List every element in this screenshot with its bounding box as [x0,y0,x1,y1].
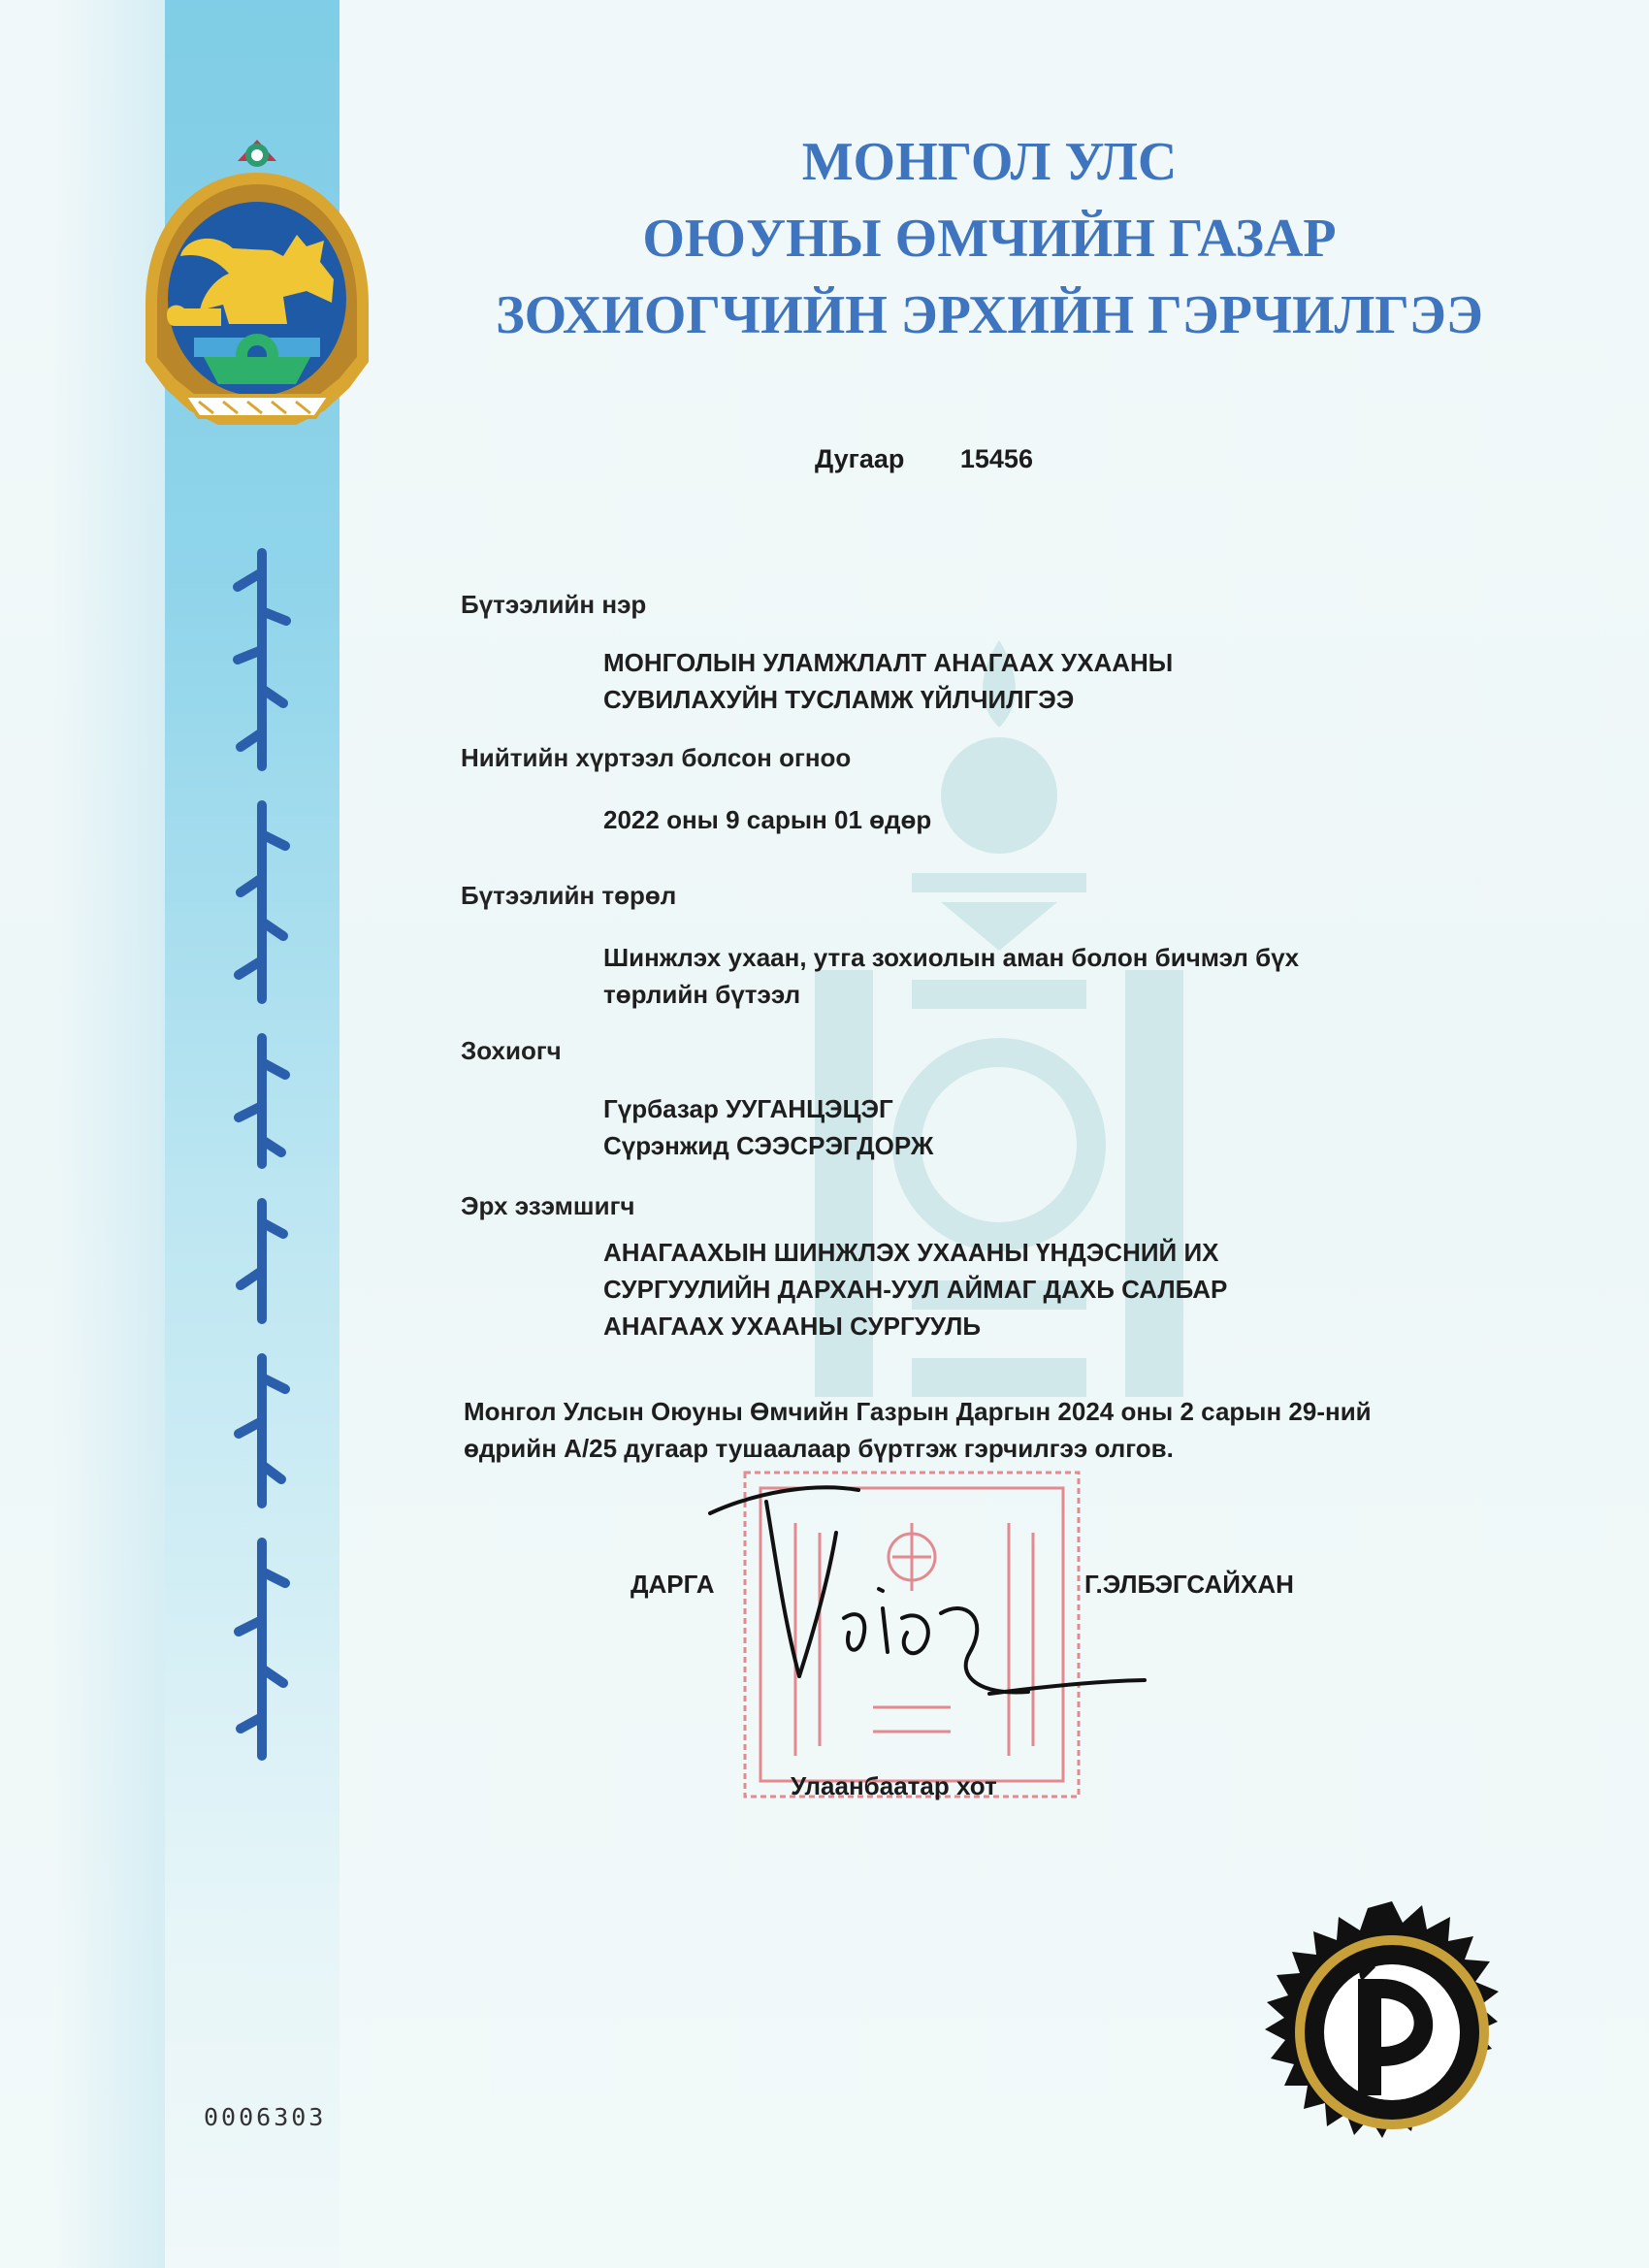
authors-label: Зохиогч [461,1036,562,1065]
work-name-line: МОНГОЛЫН УЛАМЖЛАЛТ АНАГААХ УХААНЫ [603,648,1174,677]
ip-office-seal-icon [1261,1901,1523,2163]
title-line-country: МОНГОЛ УЛС [801,132,1178,192]
publication-date-value [603,801,931,838]
author-line: Сүрэнжид СЭЭСРЭГДОРЖ [603,1131,934,1160]
author-line: Гүрбазар УУГАНЦЭЦЭГ [603,1094,893,1123]
work-name-line: СУВИЛАХУЙН ТУСЛАМЖ ҮЙЛЧИЛГЭЭ [603,685,1075,714]
issue-city: Улаанбаатар хот [791,1771,997,1800]
work-type-label: Бүтээлийн төрөл [461,881,677,910]
holder-label: Эрх эзэмшигч [461,1191,635,1220]
work-type-line: Шинжлэх ухаан, утга зохиолын аман болон бичмэл бүх [603,943,1300,972]
certificate-title-block [456,124,1523,354]
title-line-document: ЗОХИОГЧИЙН ЭРХИЙН ГЭРЧИЛГЭЭ [496,285,1483,345]
holder-line: АНАГААХ УХААНЫ СУРГУУЛЬ [603,1312,982,1341]
statement-line: өдрийн А/25 дугаар тушаалаар бүртгэж гэрчилгээ олгов. [464,1434,1174,1463]
signatory-title: ДАРГА [630,1570,715,1599]
work-name-value [603,644,1173,718]
holder-value [603,1234,1227,1345]
registration-statement [464,1393,1511,1467]
number-value: 15456 [959,444,1033,473]
title-line-agency: ОЮУНЫ ӨМЧИЙН ГАЗАР [642,209,1337,269]
authors-value [603,1090,933,1164]
work-type-line: төрлийн бүтээл [603,980,801,1009]
signatory-name: Г.ЭЛБЭГСАЙХАН [1084,1570,1294,1599]
state-emblem-of-mongolia-icon [116,134,398,444]
certificate-number [815,444,1033,474]
holder-line: СУРГУУЛИЙН ДАРХАН-УУЛ АЙМАГ ДАХЬ САЛБАР [603,1275,1228,1304]
mongolian-script-motto [223,543,301,1766]
serial-number: 0006303 [204,2103,327,2131]
number-label: Дугаар [815,444,905,473]
statement-line: Монгол Улсын Оюуны Өмчийн Газрын Даргын 2024 оны 2 сарын 29-ний [464,1397,1372,1426]
work-type-value [603,939,1299,1013]
publication-date-line: 2022 оны 9 сарын 01 өдөр [603,805,932,834]
holder-line: АНАГААХЫН ШИНЖЛЭХ УХААНЫ ҮНДЭСНИЙ ИХ [603,1238,1219,1267]
publication-date-label: Нийтийн хүртээл болсон огноо [461,743,852,772]
work-name-label: Бүтээлийн нэр [461,590,647,619]
